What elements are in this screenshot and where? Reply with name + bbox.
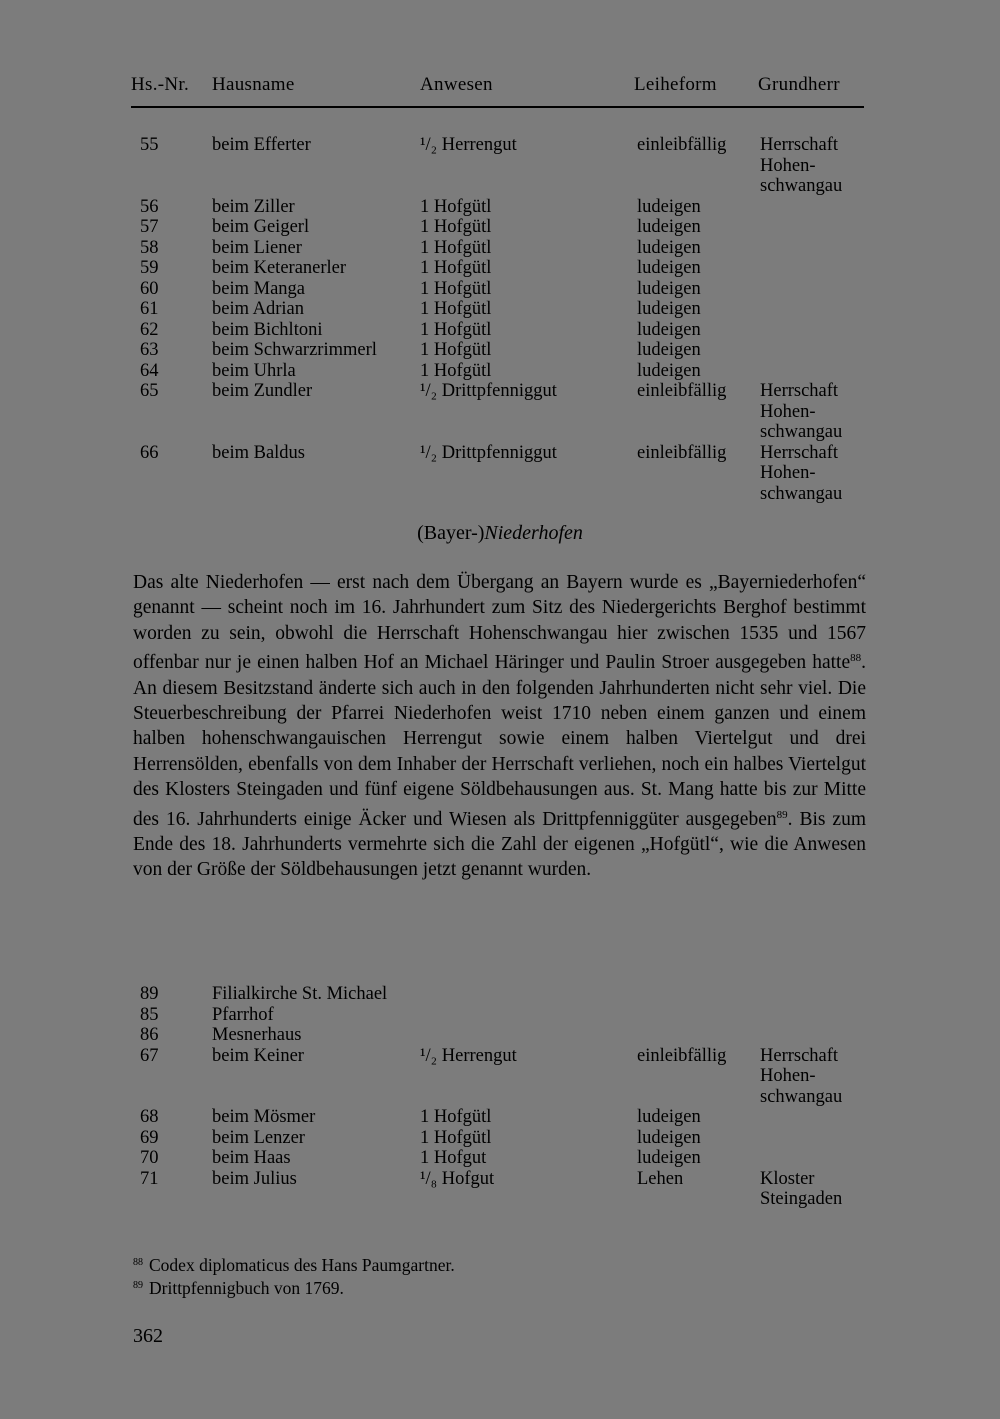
table-row: [0, 1148, 1000, 1169]
tenure-form: ludeigen: [637, 1127, 701, 1148]
table-row: [0, 1046, 1000, 1108]
tenure-form: einleibfällig: [637, 135, 727, 155]
section-title: Niederhofen: [484, 522, 583, 544]
tenure-form: ludeigen: [637, 196, 701, 217]
property-type: ¹/₂ Drittpfenniggut: [420, 381, 557, 401]
house-number: 67: [140, 1045, 159, 1066]
house-name: beim Geigerl: [212, 217, 310, 237]
house-name: Pfarrhof: [212, 1004, 274, 1025]
tenure-form: einleibfällig: [637, 442, 727, 463]
footnote-text: Codex diplomaticus des Hans Paumgartner.: [149, 1255, 455, 1275]
house-number: 71: [140, 1168, 159, 1189]
house-name: beim Zundler: [212, 381, 313, 401]
house-number: 68: [140, 1107, 159, 1127]
table-row: [0, 984, 1000, 1005]
house-number: 70: [140, 1148, 159, 1168]
property-type: 1 Hofgütl: [420, 1107, 492, 1127]
landlord: Herrschaft Hohen- schwangau: [760, 135, 843, 196]
landlord: Herrschaft Hohen- schwangau: [760, 381, 843, 442]
tenure-form: ludeigen: [637, 217, 701, 237]
property-table-1: [0, 135, 1000, 504]
house-name: Mesnerhaus: [212, 1025, 302, 1045]
property-type: 1 Hofgut: [420, 1148, 487, 1168]
tenure-form: einleibfällig: [637, 381, 727, 401]
table-row: [0, 299, 1000, 320]
footnote-mark: 88: [133, 1257, 143, 1268]
house-number: 65: [140, 381, 159, 401]
tenure-form: ludeigen: [637, 258, 701, 278]
tenure-form: einleibfällig: [637, 1045, 727, 1066]
footnote-text: Drittpfennigbuch von 1769.: [149, 1278, 344, 1298]
landlord: Herrschaft Hohen- schwangau: [760, 1045, 843, 1107]
house-number: 89: [140, 984, 159, 1004]
property-type: ¹/₈ Hofgut: [420, 1168, 495, 1189]
house-number: 62: [140, 319, 159, 340]
property-type: 1 Hofgütl: [420, 196, 492, 217]
footnote-89: [133, 1278, 344, 1299]
tenure-form: ludeigen: [637, 299, 701, 319]
table-row: [0, 443, 1000, 505]
paragraph-text-2: . An diesem Besitzstand änderte sich auch in den folgenden Jahrhunderten nicht sehr viel. Die Steuerbeschreibung der Pfarrei Niederhofen weist 1710 neben einem ganzen und einem halben hohenschwangauischen Herrengut sowie einem halben Viertelgut und drei Herrensölden, ebenfalls von dem Inhaber der Herrschaft verliehen, noch ein halbes Viertelgut des Klosters Steingaden und fünf eigene Söldbehausungen aus. St. Mang hatte bis zur Mitte des 16. Jahrhunderts einige Äcker und Wiesen als Drittpfenniggüter ausgegeben: [133, 652, 866, 830]
footnote-88: [133, 1255, 455, 1276]
house-number: 57: [140, 217, 159, 237]
tenure-form: ludeigen: [637, 319, 701, 340]
tenure-form: ludeigen: [637, 278, 701, 299]
table-row: [0, 279, 1000, 300]
house-name: beim Baldus: [212, 442, 306, 463]
house-name: beim Ziller: [212, 196, 295, 217]
property-type: 1 Hofgütl: [420, 319, 492, 340]
page-number: 362: [133, 1325, 163, 1347]
tenure-form: Lehen: [637, 1168, 684, 1189]
property-type: 1 Hofgütl: [420, 340, 492, 360]
section-heading: [0, 522, 1000, 545]
tenure-form: ludeigen: [637, 360, 701, 381]
house-name: beim Julius: [212, 1168, 297, 1189]
section-prefix: (Bayer-): [417, 522, 485, 544]
table-row: [0, 1025, 1000, 1046]
house-name: beim Lenzer: [212, 1127, 305, 1148]
table-row: [0, 340, 1000, 361]
property-type: 1 Hofgütl: [420, 217, 492, 237]
house-name: beim Liener: [212, 237, 302, 258]
house-number: 63: [140, 340, 159, 360]
table-row: [0, 381, 1000, 443]
house-number: 64: [140, 360, 159, 381]
house-number: 69: [140, 1127, 159, 1148]
house-name: beim Uhrla: [212, 360, 296, 381]
table-row: [0, 1107, 1000, 1128]
property-type: 1 Hofgütl: [420, 258, 492, 278]
property-type: ¹/₂ Herrengut: [420, 1045, 517, 1066]
house-name: beim Schwarzrimmerl: [212, 340, 377, 360]
header-anwesen: Anwesen: [420, 74, 493, 95]
house-number: 55: [140, 135, 159, 155]
house-name: beim Mösmer: [212, 1107, 316, 1127]
house-number: 60: [140, 278, 159, 299]
property-type: 1 Hofgütl: [420, 278, 492, 299]
table-row: [0, 361, 1000, 382]
paragraph-text-3: . Bis zum Ende des 18. Jahrhunderts vermehrte sich die Zahl der eigenen „Hofgütl“, wie die Anwesen von der Größe der Söldbehausungen jetzt genannt wurden.: [133, 808, 866, 881]
header-nr: Hs.-Nr.: [131, 74, 190, 95]
house-name: beim Keiner: [212, 1045, 304, 1066]
paragraph-text-1: Das alte Niederhofen — erst nach dem Übergang an Bayern wurde es „Bayerniederhofen“ genannt — scheint noch im 16. Jahrhundert zum Sitz des Niedergerichts Berghof bestimmt worden zu sein, obwohl die Herrschaft Hohenschwangau hier zwischen 1535 und 1567 offenbar nur je einen halben Hof an Michael Häringer und Paulin Stroer ausgegeben hatte: [133, 572, 866, 674]
table-row: [0, 135, 1000, 197]
house-number: 56: [140, 196, 159, 217]
table-row: [0, 1128, 1000, 1149]
house-name: beim Efferter: [212, 135, 311, 155]
property-type: 1 Hofgütl: [420, 360, 492, 381]
table-row: [0, 1169, 1000, 1231]
house-name: beim Haas: [212, 1148, 291, 1168]
header-leiheform: Leiheform: [634, 74, 717, 95]
footnote-mark: 89: [133, 1280, 143, 1291]
tenure-form: ludeigen: [637, 1107, 701, 1127]
house-name: beim Manga: [212, 278, 305, 299]
landlord: Kloster Steingaden: [760, 1168, 843, 1209]
property-type: 1 Hofgütl: [420, 1127, 492, 1148]
table-row: [0, 320, 1000, 341]
property-type: 1 Hofgütl: [420, 299, 492, 319]
property-table-2: [0, 984, 1000, 1230]
property-type: ¹/₂ Herrengut: [420, 135, 517, 155]
house-number: 58: [140, 237, 159, 258]
landlord: Herrschaft Hohen- schwangau: [760, 442, 843, 504]
body-paragraph: [133, 570, 866, 883]
footnote-ref-89: 89: [776, 808, 788, 821]
house-name: beim Bichltoni: [212, 319, 323, 340]
house-number: 59: [140, 258, 159, 278]
footnote-ref-88: 88: [850, 652, 862, 665]
table-row: [0, 238, 1000, 259]
table-row: [0, 197, 1000, 218]
header-hausname: Hausname: [212, 74, 295, 95]
house-number: 86: [140, 1025, 159, 1045]
house-number: 66: [140, 442, 159, 463]
header-grundherr: Grundherr: [758, 74, 840, 95]
table-row: [0, 217, 1000, 238]
house-name: beim Adrian: [212, 299, 304, 319]
header-rule: [131, 106, 864, 108]
table-row: [0, 258, 1000, 279]
tenure-form: ludeigen: [637, 237, 701, 258]
property-type: 1 Hofgütl: [420, 237, 492, 258]
property-type: ¹/₂ Drittpfenniggut: [420, 442, 557, 463]
house-number: 85: [140, 1004, 159, 1025]
house-name: Filialkirche St. Michael: [212, 984, 388, 1004]
tenure-form: ludeigen: [637, 340, 701, 360]
table-row: [0, 1005, 1000, 1026]
tenure-form: ludeigen: [637, 1148, 701, 1168]
house-name: beim Keteranerler: [212, 258, 347, 278]
house-number: 61: [140, 299, 159, 319]
